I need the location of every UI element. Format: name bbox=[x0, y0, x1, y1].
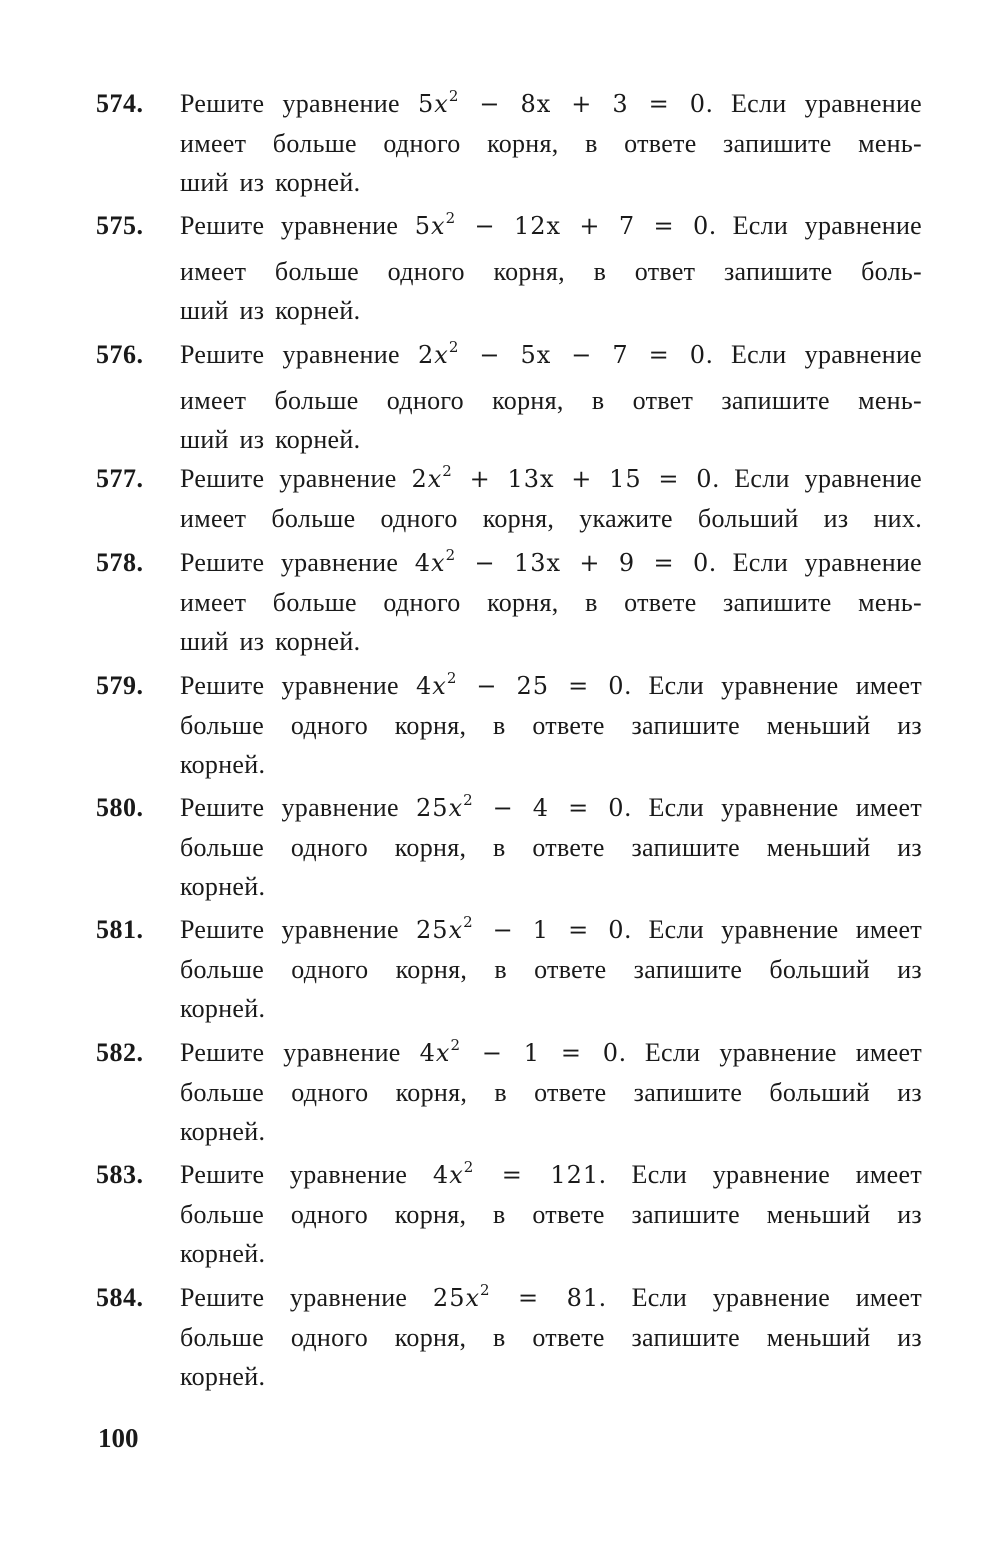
problem-number: 576. bbox=[96, 340, 144, 369]
page-number: 100 bbox=[98, 1423, 139, 1453]
eq-coef: 25 bbox=[416, 916, 449, 944]
eq-rest: − 25 = 0 bbox=[457, 672, 625, 700]
eq-rest: − 12x + 7 = 0 bbox=[456, 212, 710, 240]
prefix-text: Решите уравнение bbox=[180, 1283, 408, 1312]
problem-number: 581. bbox=[96, 915, 144, 944]
eq-exp: 2 bbox=[448, 338, 460, 356]
eq-exp: 2 bbox=[463, 913, 474, 931]
eq-exp: 2 bbox=[446, 669, 458, 687]
problem-line-1 bbox=[180, 459, 922, 499]
eq-rest: = 81 bbox=[490, 1284, 600, 1312]
suffix-text: . Если уравнение имеет bbox=[599, 1283, 923, 1312]
eq-var: x bbox=[465, 1284, 481, 1312]
eq-exp: 2 bbox=[463, 1158, 475, 1176]
problem-number: 575. bbox=[96, 211, 144, 240]
problem-line-3: корней. bbox=[180, 994, 266, 1023]
eq-rest: − 1 = 0 bbox=[473, 916, 625, 944]
eq-coef: 4 bbox=[432, 1161, 450, 1189]
prefix-text: Решите уравнение bbox=[180, 915, 399, 944]
eq-var: x bbox=[431, 549, 446, 577]
problem-line-1 bbox=[180, 335, 922, 375]
prefix-text: Решите уравнение bbox=[180, 1038, 401, 1067]
suffix-text: . Если уравнение имеет bbox=[599, 1160, 922, 1189]
equation bbox=[414, 209, 710, 240]
eq-var: x bbox=[448, 916, 464, 944]
problem-number: 577. bbox=[96, 464, 144, 493]
problem-text bbox=[180, 666, 922, 784]
prefix-text: Решите уравнение bbox=[180, 793, 399, 822]
equation bbox=[416, 913, 625, 944]
eq-rest: − 13x + 9 = 0 bbox=[456, 549, 710, 577]
problem-line-2: больше одного корня, в ответе запишите меньший из bbox=[180, 833, 922, 862]
problem-line-3: корней. bbox=[180, 872, 266, 901]
suffix-text: . Если уравнение bbox=[712, 464, 922, 493]
problem-text bbox=[180, 1278, 922, 1396]
eq-coef: 5 bbox=[417, 90, 435, 118]
eq-rest: + 13x + 15 = 0 bbox=[452, 465, 713, 493]
problem-line-1 bbox=[180, 1278, 922, 1318]
problem-line-1 bbox=[180, 206, 922, 246]
problem-line-3: корней. bbox=[180, 1362, 266, 1391]
problem-line-3: ший из корней. bbox=[180, 425, 361, 454]
suffix-text: . Если уравнение имеет bbox=[624, 793, 922, 822]
eq-rest: − 4 = 0 bbox=[473, 794, 625, 822]
eq-exp: 2 bbox=[445, 546, 457, 564]
problem-line-2: больше одного корня, в ответе запишите больший из bbox=[180, 955, 922, 984]
suffix-text: . Если уравнение bbox=[706, 340, 922, 369]
suffix-text: . Если уравнение имеет bbox=[624, 671, 922, 700]
eq-var: x bbox=[427, 465, 443, 493]
problem-number: 578. bbox=[96, 548, 144, 577]
suffix-text: . Если уравнение имеет bbox=[624, 915, 922, 944]
eq-var: x bbox=[434, 90, 449, 118]
equation bbox=[417, 87, 707, 118]
eq-coef: 4 bbox=[419, 1039, 436, 1067]
problem-line-2: больше одного корня, в ответе запишите больший из bbox=[180, 1078, 922, 1107]
equation bbox=[417, 338, 707, 369]
eq-coef: 4 bbox=[414, 549, 432, 577]
problem-line-2: имеет больше одного корня, в ответ запишите мень- bbox=[180, 386, 922, 415]
eq-exp: 2 bbox=[450, 1036, 462, 1054]
problem-text bbox=[180, 910, 922, 1028]
problem-number: 583. bbox=[96, 1160, 144, 1189]
eq-var: x bbox=[449, 1161, 464, 1189]
problem-text bbox=[180, 459, 922, 538]
eq-exp: 2 bbox=[448, 87, 460, 105]
equation bbox=[416, 791, 625, 822]
eq-coef: 25 bbox=[432, 1284, 466, 1312]
problem-line-1 bbox=[180, 666, 922, 706]
problem-line-2: имеет больше одного корня, в ответе запишите мень- bbox=[180, 588, 922, 617]
problem-line-3: корней. bbox=[180, 750, 266, 779]
problem-text bbox=[180, 335, 922, 459]
problem-text bbox=[180, 788, 922, 906]
eq-exp: 2 bbox=[442, 462, 453, 480]
problem-line-1 bbox=[180, 910, 922, 950]
problem-text bbox=[180, 1155, 922, 1273]
eq-var: x bbox=[431, 212, 446, 240]
problem-line-1 bbox=[180, 543, 922, 583]
eq-exp: 2 bbox=[480, 1281, 491, 1299]
eq-coef: 2 bbox=[417, 341, 435, 369]
prefix-text: Решите уравнение bbox=[180, 671, 399, 700]
problem-line-2: больше одного корня, в ответе запишите меньший из bbox=[180, 711, 922, 740]
problem-text bbox=[180, 1033, 922, 1151]
eq-rest: − 1 = 0 bbox=[461, 1039, 620, 1067]
suffix-text: . Если уравнение имеет bbox=[619, 1038, 922, 1067]
eq-rest: = 121 bbox=[474, 1161, 600, 1189]
eq-rest: − 5x − 7 = 0 bbox=[459, 341, 707, 369]
problem-line-3: корней. bbox=[180, 1239, 266, 1268]
problem-number: 580. bbox=[96, 793, 144, 822]
problem-line-1 bbox=[180, 84, 922, 124]
problem-line-1 bbox=[180, 1155, 922, 1195]
problem-line-2: имеет больше одного корня, укажите больший из них. bbox=[180, 504, 922, 533]
problem-line-3: ший из корней. bbox=[180, 627, 361, 656]
problem-line-2: имеет больше одного корня, в ответ запишите боль- bbox=[180, 257, 922, 286]
prefix-text: Решите уравнение bbox=[180, 1160, 408, 1189]
prefix-text: Решите уравнение bbox=[180, 89, 400, 118]
problem-line-3: корней. bbox=[180, 1117, 266, 1146]
problem-line-3: ший из корней. bbox=[180, 168, 361, 197]
eq-var: x bbox=[435, 1039, 451, 1067]
equation bbox=[432, 1158, 600, 1189]
problem-line-1 bbox=[180, 1033, 922, 1073]
eq-rest: − 8x + 3 = 0 bbox=[459, 90, 707, 118]
equation bbox=[432, 1281, 600, 1312]
problem-number: 582. bbox=[96, 1038, 144, 1067]
eq-coef: 4 bbox=[416, 672, 433, 700]
problem-number: 574. bbox=[96, 89, 144, 118]
prefix-text: Решите уравнение bbox=[180, 340, 400, 369]
prefix-text: Решите уравнение bbox=[180, 464, 397, 493]
problem-number: 584. bbox=[96, 1283, 144, 1312]
equation bbox=[414, 546, 710, 577]
suffix-text: . Если уравнение bbox=[709, 548, 923, 577]
problem-text bbox=[180, 206, 922, 330]
problem-line-2: больше одного корня, в ответе запишите меньший из bbox=[180, 1200, 922, 1229]
eq-var: x bbox=[432, 672, 447, 700]
problem-line-1 bbox=[180, 788, 922, 828]
problem-text bbox=[180, 84, 922, 202]
eq-exp: 2 bbox=[445, 209, 457, 227]
eq-coef: 25 bbox=[416, 794, 449, 822]
problem-line-3: ший из корней. bbox=[180, 296, 361, 325]
suffix-text: . Если уравнение bbox=[706, 89, 922, 118]
eq-var: x bbox=[448, 794, 464, 822]
equation bbox=[419, 1036, 620, 1067]
problem-line-2: имеет больше одного корня, в ответе запишите мень- bbox=[180, 129, 922, 158]
eq-coef: 5 bbox=[414, 212, 432, 240]
eq-coef: 2 bbox=[411, 465, 428, 493]
equation bbox=[416, 669, 625, 700]
suffix-text: . Если уравнение bbox=[709, 211, 923, 240]
eq-var: x bbox=[434, 341, 449, 369]
problem-line-2: больше одного корня, в ответе запишите меньший из bbox=[180, 1323, 922, 1352]
prefix-text: Решите уравнение bbox=[180, 211, 399, 240]
eq-exp: 2 bbox=[463, 791, 474, 809]
equation bbox=[411, 462, 713, 493]
problem-number: 579. bbox=[96, 671, 144, 700]
problem-text bbox=[180, 543, 922, 661]
prefix-text: Решите уравнение bbox=[180, 548, 399, 577]
